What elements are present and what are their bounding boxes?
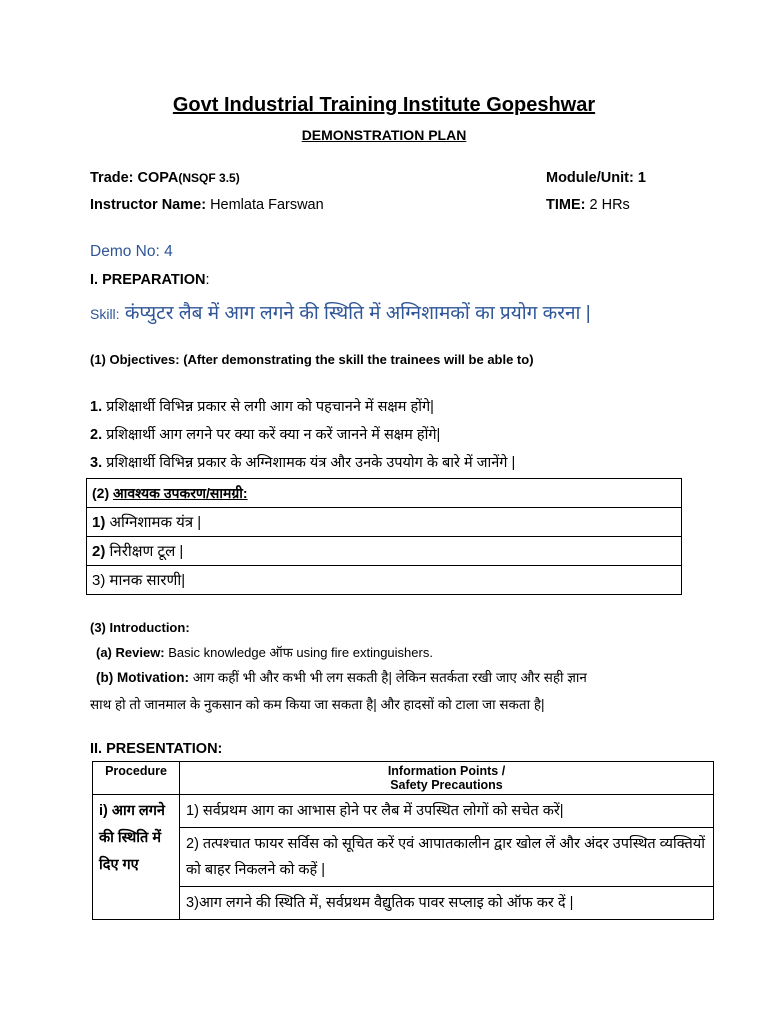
tool-text: अग्निशामक यंत्र |	[109, 514, 202, 531]
introduction-heading: (3) Introduction:	[90, 620, 190, 635]
tool-number: 3)	[92, 572, 106, 589]
preparation-heading	[90, 272, 210, 288]
column-header-information	[180, 762, 714, 795]
trade-label: Trade: COPA	[90, 170, 179, 186]
tool-number: 1)	[92, 514, 106, 531]
demo-number: Demo No: 4	[90, 243, 173, 260]
objective-item	[90, 396, 434, 416]
column-header-information-line2: Safety Precautions	[390, 778, 503, 792]
skill-label: Skill:	[90, 306, 120, 322]
table-row	[93, 828, 714, 887]
objectives-heading: (1) Objectives: (After demonstrating the skill the trainees will be able to)	[90, 352, 534, 367]
tool-item	[87, 537, 682, 566]
skill-text: कंप्युटर लैब में आग लगने की स्थिति में अग्निशामकों का प्रयोग करना |	[124, 303, 591, 324]
table-row	[93, 795, 714, 828]
table-row	[87, 537, 682, 566]
motivation-label: (b) Motivation:	[96, 670, 189, 685]
table-row	[87, 508, 682, 537]
instructor-line	[90, 197, 324, 213]
time-label: TIME:	[546, 197, 586, 213]
tool-item	[87, 566, 682, 595]
table-row	[87, 479, 682, 508]
time-value: 2 HRs	[589, 197, 630, 213]
tools-heading-number: (2)	[92, 484, 110, 501]
tool-text: निरीक्षण टूल |	[109, 543, 184, 560]
table-row	[93, 887, 714, 920]
review-label: (a) Review:	[96, 645, 165, 660]
institute-title: Govt Industrial Training Institute Gopeshwar	[172, 94, 596, 116]
instructor-value: Hemlata Farswan	[210, 197, 324, 213]
objective-item	[90, 424, 440, 444]
module-label: Module/Unit:	[546, 170, 634, 186]
objective-text: प्रशिक्षार्थी विभिन्न प्रकार से लगी आग को पहचानने में सक्षम होंगे|	[106, 399, 434, 415]
information-point: 2) तत्पश्चात फायर सर्विस को सूचित करें एवं आपातकालीन द्वार खोल लें और अंदर उपस्थित व्यक्तियों को बाहर निकलने को कहें |	[180, 828, 714, 887]
time-line	[546, 197, 630, 213]
objective-text: प्रशिक्षार्थी विभिन्न प्रकार के अग्निशामक यंत्र और उनके उपयोग के बारे में जानेंगे |	[106, 455, 516, 471]
table-row	[87, 566, 682, 595]
procedure-cell: i) आग लगने की स्थिति में दिए गए	[93, 795, 180, 920]
tool-number: 2)	[92, 543, 106, 560]
information-point: 1) सर्वप्रथम आग का आभास होने पर लैब में उपस्थित लोगों को सचेत करें|	[180, 795, 714, 828]
module-line	[546, 170, 646, 186]
tool-text: मानक सारणी|	[109, 572, 186, 589]
information-point: 3)आग लगने की स्थिति में, सर्वप्रथम वैद्युतिक पावर सप्लाइ को ऑफ कर दें |	[180, 887, 714, 920]
tools-table	[86, 478, 682, 595]
module-value: 1	[637, 170, 646, 186]
table-header-row	[93, 762, 714, 795]
tools-heading	[87, 479, 682, 508]
motivation-text-2: साथ हो तो जानमाल के नुकसान को कम किया जा सकता है| और हादसों को टाला जा सकता है|	[90, 697, 545, 712]
motivation-text-1: आग कहीं भी और कभी भी लग सकती है| लेकिन सतर्कता रखी जाए और सही ज्ञान	[192, 670, 587, 685]
review-line	[96, 643, 433, 661]
objective-number: 1.	[90, 399, 103, 415]
tools-heading-text: आवश्यक उपकरण/सामग्री:	[113, 484, 248, 501]
objective-text: प्रशिक्षार्थी आग लगने पर क्या करें क्या न करें जानने में सक्षम होंगे|	[106, 427, 441, 443]
presentation-table	[92, 761, 714, 920]
preparation-heading-colon: :	[205, 272, 210, 288]
motivation-line	[96, 668, 587, 686]
presentation-heading: II. PRESENTATION:	[90, 741, 223, 757]
objective-item	[90, 452, 515, 472]
skill-line	[90, 299, 591, 325]
trade-line	[90, 170, 240, 186]
column-header-information-line1: Information Points /	[387, 764, 506, 778]
column-header-procedure: Procedure	[93, 762, 180, 795]
instructor-label: Instructor Name:	[90, 197, 207, 213]
preparation-heading-text: I. PREPARATION	[90, 272, 206, 288]
review-text: Basic knowledge ऑफ using fire extinguishers.	[168, 645, 433, 660]
plan-title: DEMONSTRATION PLAN	[301, 127, 467, 143]
trade-code: (NSQF 3.5)	[178, 171, 240, 185]
objective-number: 2.	[90, 427, 103, 443]
tool-item	[87, 508, 682, 537]
objective-number: 3.	[90, 455, 103, 471]
